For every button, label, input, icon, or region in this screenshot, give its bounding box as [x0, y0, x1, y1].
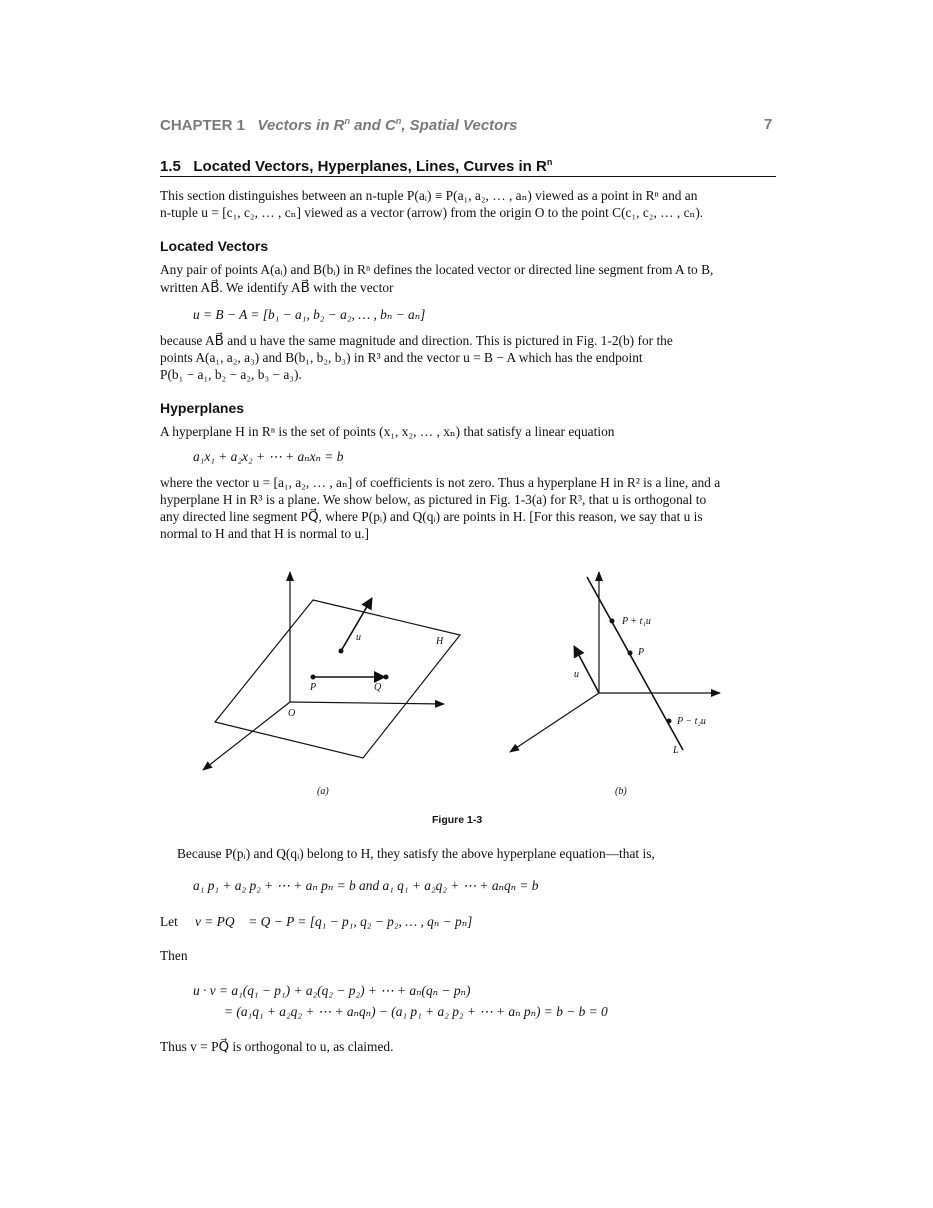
proof-then: Then [160, 948, 188, 963]
fig-a-u-base-point [339, 649, 344, 654]
located-line-2: written AB⃗. We identify AB⃗ with the vector [160, 280, 394, 295]
figure-a [203, 572, 460, 770]
fig-a-caption: (a) [317, 786, 329, 797]
located-equation: u = B − A = [b₁ − a₁, b₂ − a₂, … , bₙ − aₙ] [193, 307, 426, 322]
fig-a-plane-H [215, 600, 460, 758]
chapter-label: CHAPTER 1 [160, 117, 246, 134]
proof-conclusion: Thus v = PQ⃗ is orthogonal to u, as claimed. [160, 1039, 394, 1054]
located-line-5: P(b₁ − a₁, b₂ − a₂, b₃ − a₃). [160, 367, 302, 382]
header-sup-1: n [344, 116, 350, 126]
fig-a-label-O: O [288, 708, 296, 719]
fig-a-x-axis [203, 702, 290, 770]
fig-b-caption: (b) [615, 786, 627, 797]
header-title-end: , Spatial Vectors [401, 117, 518, 134]
located-line-1: Any pair of points A(aᵢ) and B(bᵢ) in Rⁿ defines the located vector or directed line segment from A to B, [160, 262, 714, 277]
fig-a-label-H: H [436, 636, 444, 647]
fig-b-label-top: P + t₁u [622, 616, 651, 627]
fig-b-label-L: L [673, 745, 679, 756]
fig-b-point-plus [610, 619, 615, 624]
intro-line-1: This section distinguishes between an n-tuple P(aᵢ) ≡ P(a₁, a₂, … , aₙ) viewed as a point in Rⁿ and an [160, 188, 698, 203]
fig-a-label-Q: Q [374, 682, 382, 693]
fig-b-point-P [628, 651, 633, 656]
hyper-line-1: A hyperplane H in Rⁿ is the set of points (x₁, x₂, … , xₙ) that satisfy a linear equation [160, 424, 615, 439]
proof-eq-1: a₁ p₁ + a₂ p₂ + ⋯ + aₙ pₙ = b and a₁ q₁ + a₂q₂ + ⋯ + aₙqₙ = b [193, 878, 539, 893]
hyper-line-2: where the vector u = [a₁, a₂, … , aₙ] of coefficients is not zero. Thus a hyperplane H in R² is a line, and a [160, 475, 721, 490]
fig-b-x-axis [510, 693, 599, 752]
fig-b-label-bottom: P − t₂u [677, 716, 706, 727]
header-sup-2: n [395, 116, 402, 126]
figure-caption: Figure 1-3 [432, 814, 483, 826]
fig-a-y-axis [290, 702, 444, 704]
section-title: Located Vectors, Hyperplanes, Lines, Curves in R [193, 158, 547, 175]
proof-dot-1: u · v = a₁(q₁ − p₁) + a₂(q₂ − p₂) + ⋯ + aₙ(qₙ − pₙ) [193, 983, 471, 998]
header-title: Vectors in R [257, 117, 345, 134]
hyperplanes-heading: Hyperplanes [160, 400, 245, 416]
proof-let-label: Let [160, 914, 178, 929]
fig-a-normal-u [341, 598, 372, 651]
fig-a-label-P: P [310, 682, 317, 693]
intro-line-2: n-tuple u = [c₁, c₂, … , cₙ] viewed as a vector (arrow) from the origin O to the point C(c₁, c₂, … , cₙ). [160, 205, 704, 220]
fig-b-label-u: u [574, 669, 579, 680]
fig-b-line-L [587, 577, 683, 750]
fig-a-label-u: u [356, 632, 361, 643]
proof-dot-2: = (a₁q₁ + a₂q₂ + ⋯ + aₙqₙ) − (a₁ p₁ + a₂ p₂ + ⋯ + aₙ pₙ) = b − b = 0 [224, 1004, 608, 1019]
hyper-line-4: any directed line segment PQ⃗, where P(pᵢ) and Q(qᵢ) are points in H. [For this reason, we say that u is [160, 509, 703, 524]
hyper-equation: a₁x₁ + a₂x₂ + ⋯ + aₙxₙ = b [193, 449, 344, 464]
section-title-sup: n [546, 157, 553, 167]
fig-b-point-minus [667, 719, 672, 724]
page-number: 7 [764, 116, 773, 133]
fig-b-label-P: P [638, 647, 645, 658]
fig-a-point-P [311, 675, 316, 680]
header-title-mid: and C [350, 117, 396, 134]
proof-line-1: Because P(pᵢ) and Q(qᵢ) belong to H, they satisfy the above hyperplane equation—that is, [177, 846, 655, 861]
hyper-line-3: hyperplane H in R³ is a plane. We show below, as pictured in Fig. 1-3(a) for R³, that u is orthogonal to [160, 492, 707, 507]
fig-a-point-Q [384, 675, 389, 680]
proof-let-equation: v = PQ⃗ = Q − P = [q₁ − p₁, q₂ − p₂, … , qₙ − pₙ] [195, 914, 473, 929]
located-vectors-heading: Located Vectors [160, 238, 269, 254]
section-number: 1.5 [160, 158, 181, 175]
located-line-4: points A(a₁, a₂, a₃) and B(b₁, b₂, b₃) in R³ and the vector u = B − A which has the endpoint [160, 350, 643, 365]
hyper-line-5: normal to H and that H is normal to u.] [160, 526, 370, 541]
located-line-3: because AB⃗ and u have the same magnitude and direction. This is pictured in Fig. 1-2(b) for the [160, 333, 673, 348]
